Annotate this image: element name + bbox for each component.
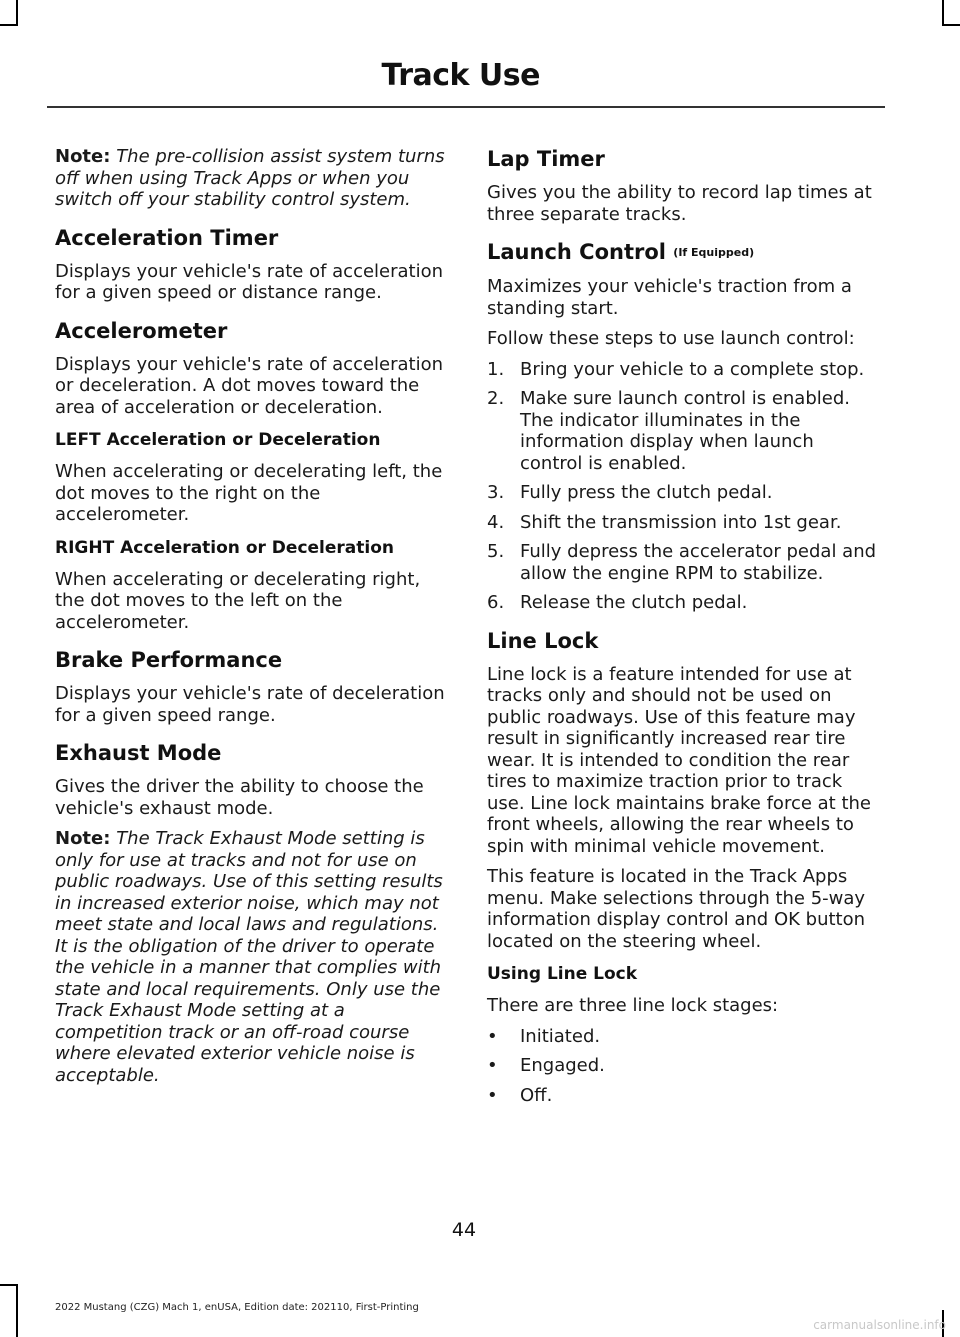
note-paragraph xyxy=(55,828,447,1086)
crop-mark xyxy=(0,1284,16,1286)
bullet-icon: • xyxy=(487,1055,498,1076)
section-text: When accelerating or decelerating left, the dot moves to the right on the accelerometer. xyxy=(55,461,443,525)
step-text: Release the clutch pedal. xyxy=(520,592,748,613)
right-column xyxy=(487,146,879,1114)
list-item xyxy=(487,512,879,534)
note-paragraph xyxy=(55,146,447,211)
section-text: Displays your vehicle's rate of acceleration for a given speed or distance range. xyxy=(55,260,444,303)
if-equipped-tag: (If Equipped) xyxy=(673,246,755,259)
list-item xyxy=(487,388,879,474)
stage-text: Initiated. xyxy=(520,1025,601,1047)
list-item xyxy=(487,1055,879,1077)
footer-edition-info: 2022 Mustang (CZG) Mach 1, enUSA, Edition date: 202110, First-Printing xyxy=(55,1302,419,1313)
step-number: 1. xyxy=(487,358,505,380)
crop-mark xyxy=(0,24,16,26)
section-heading-brake-performance: Brake Performance xyxy=(55,648,283,672)
step-text: Make sure launch control is enabled. The indicator illuminates in the information display when launch control is enabled. xyxy=(520,388,850,474)
list-item xyxy=(487,541,879,584)
note-label: Note: xyxy=(55,146,111,167)
crop-mark xyxy=(944,24,960,26)
step-text: Bring your vehicle to a complete stop. xyxy=(520,358,865,380)
subheading-left-acceleration: LEFT Acceleration or Deceleration xyxy=(55,430,381,450)
section-text: When accelerating or decelerating right, the dot moves to the left on the accelerometer. xyxy=(55,568,421,633)
left-column xyxy=(55,146,447,1095)
note-text: The pre-collision assist system turns off when using Track Apps or when you switch off your stability control system. xyxy=(55,146,445,210)
stage-text: Engaged. xyxy=(520,1055,605,1076)
page-number: 44 xyxy=(451,1219,477,1241)
list-item xyxy=(487,592,879,614)
bullet-icon: • xyxy=(487,1084,498,1106)
step-number: 4. xyxy=(487,511,505,533)
note-text: The Track Exhaust Mode setting is only for use at tracks and not for use on public roadways. Use of this setting results in increased exterior noise, which may not meet state and local laws and regulations. It is the obligation of the driver to operate the vehicle in a manner that complies with state and local requirements. Only use the Track Exhaust Mode setting at a competition track or an off-road course where elevated exterior vehicle noise is acceptable. xyxy=(55,828,443,1086)
section-heading-exhaust-mode: Exhaust Mode xyxy=(55,741,222,765)
step-text: Fully depress the accelerator pedal and allow the engine RPM to stabilize. xyxy=(520,541,877,584)
section-heading-acceleration-timer: Acceleration Timer xyxy=(55,225,279,250)
step-number: 2. xyxy=(487,388,505,409)
title-divider xyxy=(47,106,885,108)
step-text: Fully press the clutch pedal. xyxy=(520,482,773,503)
section-text: Displays your vehicle's rate of acceleration or deceleration. A dot moves toward the area of acceleration or deceleration. xyxy=(55,353,444,418)
step-number: 3. xyxy=(487,482,505,503)
page-title: Track Use xyxy=(381,58,540,93)
step-number: 5. xyxy=(487,541,505,562)
list-item xyxy=(487,482,879,504)
crop-mark xyxy=(16,0,18,26)
bullet-icon: • xyxy=(487,1025,498,1047)
crop-mark xyxy=(942,0,944,26)
step-text: Shift the transmission into 1st gear. xyxy=(520,511,842,533)
section-text: Maximizes your vehicle's traction from a standing start. xyxy=(487,276,852,319)
section-text: Gives you the ability to record lap times at three separate tracks. xyxy=(487,182,872,225)
section-heading-accelerometer: Accelerometer xyxy=(55,318,228,343)
heading-text: Launch Control xyxy=(487,240,666,264)
section-text: Line lock is a feature intended for use at tracks only and should not be used on public roadways. Use of this feature may result in significantly increased rear tire wear. It is intended to condition the rear tires to maximize traction prior to track use. Line lock maintains brake force at the front wheels, allowing the rear wheels to spin with minimal vehicle movement. xyxy=(487,663,871,857)
section-heading-line-lock: Line Lock xyxy=(487,628,599,653)
section-text: This feature is located in the Track Apps menu. Make selections through the 5-way information display control and OK button located on the steering wheel. xyxy=(487,866,866,952)
list-item xyxy=(487,359,879,381)
section-heading-launch-control xyxy=(487,239,879,266)
section-text: Displays your vehicle's rate of deceleration for a given speed range. xyxy=(55,683,445,726)
section-text: Gives the driver the ability to choose the vehicle's exhaust mode. xyxy=(55,776,424,819)
launch-steps-list xyxy=(487,359,879,614)
subheading-using-line-lock: Using Line Lock xyxy=(487,964,638,984)
section-text: Follow these steps to use launch control: xyxy=(487,328,855,349)
list-item xyxy=(487,1026,879,1048)
line-lock-stages-list xyxy=(487,1026,879,1107)
step-number: 6. xyxy=(487,592,505,613)
stage-text: Off. xyxy=(520,1084,553,1106)
watermark: carmanualsonline.info xyxy=(813,1318,946,1332)
section-text: There are three line lock stages: xyxy=(487,995,779,1016)
crop-mark xyxy=(16,1284,18,1337)
note-label: Note: xyxy=(55,828,111,849)
section-heading-lap-timer: Lap Timer xyxy=(487,147,605,171)
list-item xyxy=(487,1085,879,1107)
subheading-right-acceleration: RIGHT Acceleration or Deceleration xyxy=(55,537,394,558)
